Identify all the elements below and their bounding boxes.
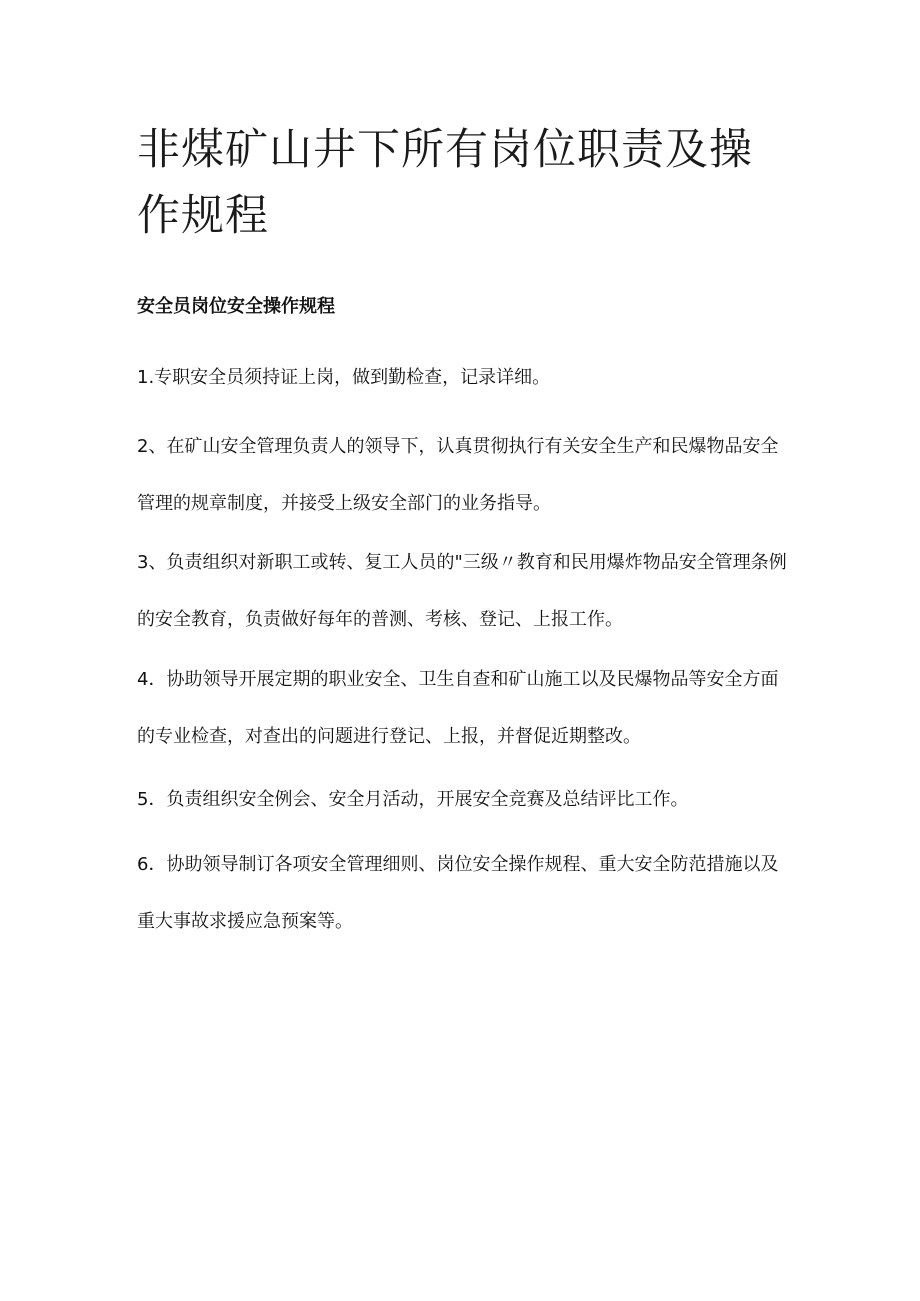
paragraph-5: 5．负责组织安全例会、安全月活动，开展安全竞赛及总结评比工作。 — [137, 789, 689, 810]
section-heading: 安全员岗位安全操作规程 — [137, 296, 335, 317]
paragraph-4: 4．协助领导开展定期的职业安全、卫生自查和矿山施工以及民爆物品等安全方面的专业检查，对查出的问题进行登记、上报，并督促近期整改。 — [137, 669, 779, 747]
paragraph-1: 1.专职安全员须持证上岗，做到勤检查，记录详细。 — [137, 367, 551, 388]
paragraph-2: 2、在矿山安全管理负责人的领导下，认真贯彻执行有关安全生产和民爆物品安全管理的规章制度，并接受上级安全部门的业务指导。 — [137, 436, 779, 514]
document-title: 非煤矿山井下所有岗位职责及操作规程 — [137, 125, 753, 241]
paragraph-3: 3、负责组织对新职工或转、复工人员的"三级〃教育和民用爆炸物品安全管理条例的安全教育，负责做好每年的普测、考核、登记、上报工作。 — [137, 552, 787, 630]
paragraph-6: 6．协助领导制订各项安全管理细则、岗位安全操作规程、重大安全防范措施以及重大事故求援应急预案等。 — [137, 854, 779, 932]
